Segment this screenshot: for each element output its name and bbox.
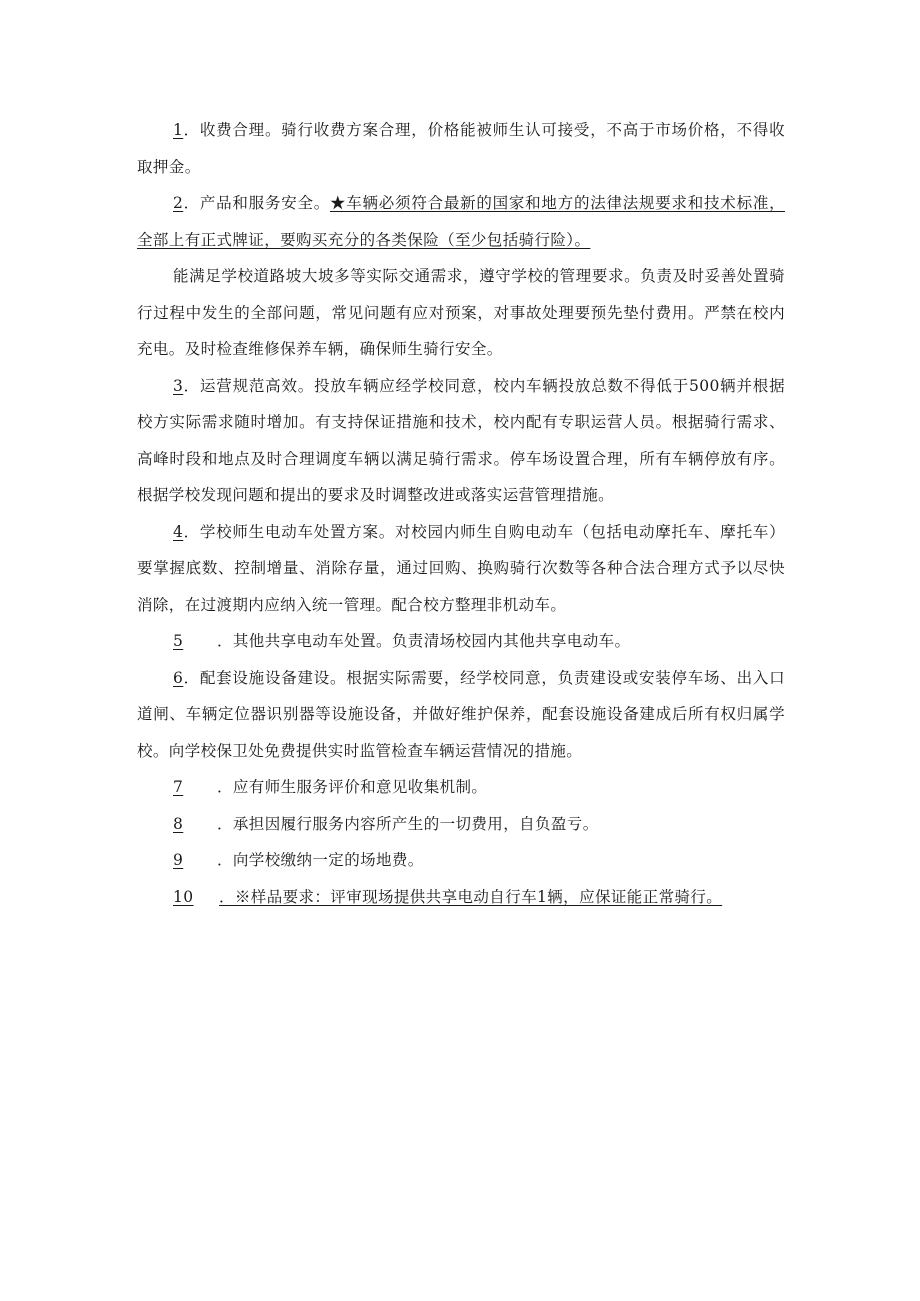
list-item-7	[137, 769, 785, 806]
requirements-list	[137, 112, 785, 915]
item-text: ．应有师生服务评价和意见收集机制。	[217, 778, 488, 796]
list-item-8	[137, 806, 785, 843]
item-number: 4	[173, 522, 184, 541]
item-number: 9	[173, 851, 184, 869]
list-item-10	[137, 879, 785, 916]
item-text-underlined: ．※样品要求：评审现场提供共享电动自行车1辆，应保证能正常骑行。	[219, 887, 723, 906]
list-item-2-continued	[137, 258, 785, 368]
list-item-1	[137, 112, 785, 185]
item-number: 8	[173, 814, 184, 833]
item-text: ．配套设施设备建设。根据实际需要，经学校同意，负责建设或安装停车场、出入口道闸、车辆定位器识别器等设施设备，并做好维护保养，配套设施设备建成后所有权归属学校。向学校保卫处免费提供实时监管检查车辆运营情况的措施。	[137, 668, 785, 760]
item-number: 10	[173, 887, 194, 906]
list-item-5	[137, 623, 785, 660]
item-text: ．收费合理。骑行收费方案合理，价格能被师生认可接受，不高于市场价格，不得收取押金。	[137, 121, 785, 176]
item-number: 7	[173, 778, 184, 796]
item-number: 6	[173, 668, 184, 687]
list-item-2	[137, 185, 785, 258]
item-text-underlined: ★车辆必须符合最新的国家和地方的法律法规要求和技术标准，全部上有正式牌证，要购买充分的各类保险（至少包括骑行险）。	[137, 194, 785, 249]
item-number: 5	[173, 632, 184, 650]
item-number: 3	[173, 376, 184, 395]
item-text: 能满足学校道路坡大坡多等实际交通需求，遵守学校的管理要求。负责及时妥善处置骑行过程中发生的全部问题，常见问题有应对预案，对事故处理要预先垫付费用。严禁在校内充电。及时检查维修保养车辆，确保师生骑行安全。	[137, 267, 785, 358]
list-item-3	[137, 368, 785, 514]
item-number: 2	[173, 194, 184, 212]
item-number: 1	[173, 121, 184, 139]
item-text: ．向学校缴纳一定的场地费。	[217, 851, 424, 869]
item-text: ．产品和服务安全。	[183, 194, 330, 212]
list-item-4	[137, 514, 785, 624]
item-text: ．其他共享电动车处置。负责清场校园内其他共享电动车。	[217, 632, 631, 650]
item-text: ．承担因履行服务内容所产生的一切费用，自负盈亏。	[217, 814, 599, 833]
list-item-9	[137, 842, 785, 879]
item-text: ．运营规范高效。投放车辆应经学校同意，校内车辆投放总数不得低于500辆并根据校方实际需求随时增加。有支持保证措施和技术，校内配有专职运营人员。根据骑行需求、高峰时段和地点及时合理调度车辆以满足骑行需求。停车场设置合理，所有车辆停放有序。根据学校发现问题和提出的要求及时调整改进或落实运营管理措施。	[137, 376, 785, 504]
list-item-6	[137, 660, 785, 770]
item-text: ．学校师生电动车处置方案。对校园内师生自购电动车（包括电动摩托车、摩托车）要掌握底数、控制增量、消除存量，通过回购、换购骑行次数等各种合法合理方式予以尽快消除，在过渡期内应纳入统一管理。配合校方整理非机动车。	[137, 522, 785, 614]
